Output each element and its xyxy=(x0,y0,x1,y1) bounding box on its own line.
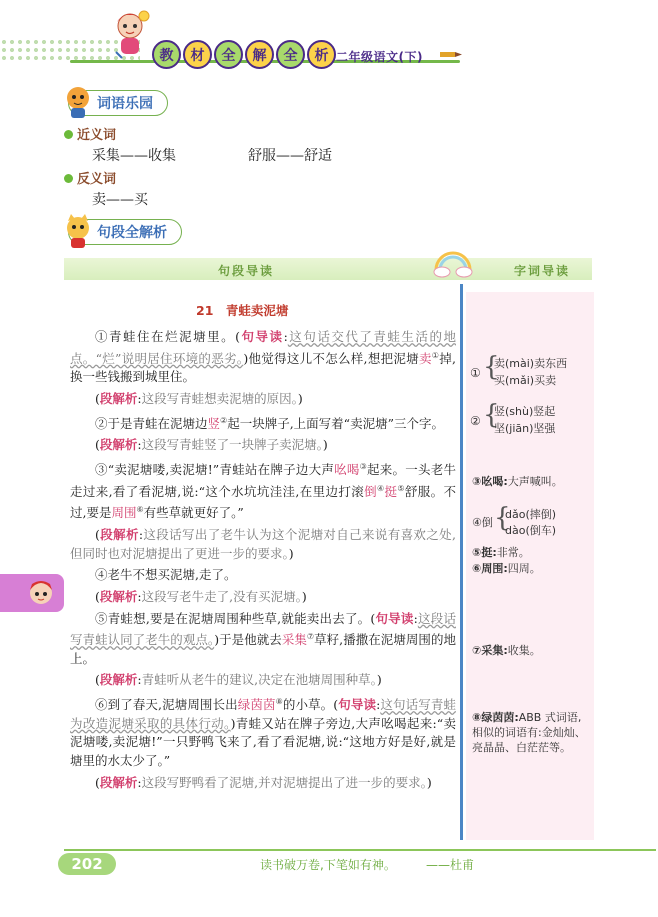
paragraph-analysis: (段解析:这段写青蛙想卖泥塘的原因。) xyxy=(95,390,303,406)
word-note-6: ⑥周围:四周。 xyxy=(472,562,541,575)
grade-label: 二年级语文(下) xyxy=(336,50,423,64)
footer-rule xyxy=(64,849,656,851)
word-note-3: ③吆喝:大声喊叫。 xyxy=(472,475,563,488)
synonyms-heading: 近义词 xyxy=(64,124,116,143)
passage-section-title: 句段全解析 xyxy=(68,219,182,245)
mascot-girl-icon xyxy=(108,8,152,62)
brace-icon: { xyxy=(483,352,500,382)
brace-icon: { xyxy=(483,400,500,430)
footer-quote: 读书破万卷,下笔如有神。 xyxy=(260,858,396,872)
synonym-pair: 采集——收集 xyxy=(92,148,176,164)
word-note-7: ⑦采集:收集。 xyxy=(472,644,541,657)
cat-mascot-icon xyxy=(62,213,94,249)
paragraph: ⑤青蛙想,要是在泥塘周围种些草,就能卖出去了。(句导读:这段话写青蛙认同了老牛的观点。)于是他就去采集⑦草籽,播撒在泥塘周围的地上。 xyxy=(70,610,456,666)
title-char: 全 xyxy=(276,40,305,69)
title-char: 教 xyxy=(152,40,181,69)
footer-author: ——杜甫 xyxy=(426,858,475,872)
paragraph-analysis: (段解析:这段写老牛走了,没有买泥塘。) xyxy=(95,588,307,604)
pencil-icon xyxy=(440,50,462,59)
header-title xyxy=(152,40,336,69)
paragraph-analysis: (段解析:这段写野鸭看了泥塘,并对泥塘提出了进一步的要求。) xyxy=(95,774,432,790)
antonyms-heading: 反义词 xyxy=(64,168,116,187)
column-divider xyxy=(460,284,463,840)
passage-body xyxy=(70,328,456,795)
paragraph: ③“卖泥塘喽,卖泥塘!”青蛙站在牌子边大声吆喝③起来。一头老牛走过来,看了看泥塘,说:“这个水坑坑洼洼,在里边打滚倒④挺⑤舒服。不过,要是周围⑥有些草就更好了。” xyxy=(70,461,457,521)
paragraph-analysis: (段解析:这段话写出了老牛认为这个泥塘对自己来说有喜欢之处,但同时也对泥塘提出了更进一步的要求。) xyxy=(70,527,456,561)
title-char: 析 xyxy=(307,40,336,69)
paragraph: ⑥到了春天,泥塘周围长出绿茵茵⑧的小草。(句导读:这句话写青蛙为改造泥塘采取的具体行动。)青蛙又站在牌子旁边,大声吆喝起来:“卖泥塘喽,卖泥塘!”一只野鸭飞来了,看了看泥塘,说:“这地方好是好,就是塘里的水太少了。” xyxy=(70,697,456,768)
paragraph: ①青蛙住在烂泥塘里。(句导读:这句话交代了青蛙生活的地点。“烂”说明居住环境的恶劣。)他觉得这儿不怎么样,想把泥塘卖①掉,换一些钱搬到城里住。 xyxy=(70,329,456,385)
title-char: 解 xyxy=(245,40,274,69)
sentence-guide-label: 句段导读 xyxy=(218,264,275,278)
brace-icon: { xyxy=(494,503,511,533)
bullet-dot-icon xyxy=(64,174,73,183)
word-note-5: ⑤挺:非常。 xyxy=(472,546,530,559)
paragraph-analysis: (段解析:青蛙听从老牛的建议,决定在池塘周围种草。) xyxy=(95,672,382,688)
title-char: 材 xyxy=(183,40,212,69)
cloud-rainbow-icon xyxy=(432,248,474,278)
guide-bar xyxy=(64,258,592,280)
vocab-section-title: 词语乐园 xyxy=(68,90,168,116)
page-number: 202 xyxy=(58,853,116,875)
word-guide-label: 字词导读 xyxy=(514,264,571,278)
paragraph: ④老牛不想买泥塘,走了。 xyxy=(95,567,237,583)
word-note-8: ⑧绿茵茵:ABB 式词语,相似的词语有:金灿灿、亮晶晶、白茫茫等。 xyxy=(472,711,586,754)
paragraph: ②于是青蛙在泥塘边竖②起一块牌子,上面写着“卖泥塘”三个字。 xyxy=(95,415,444,431)
passage-section-banner xyxy=(68,219,182,245)
side-tab xyxy=(0,574,64,612)
vocab-section-banner xyxy=(68,90,168,116)
lesson-title: 21 青蛙卖泥塘 xyxy=(196,303,289,318)
antonym-pair: 卖——买 xyxy=(92,192,148,208)
paragraph-analysis: (段解析:这段写青蛙竖了一块牌子卖泥塘。) xyxy=(95,437,328,453)
bullet-dot-icon xyxy=(64,130,73,139)
page-header xyxy=(0,0,658,80)
title-char: 全 xyxy=(214,40,243,69)
synonym-pair: 舒服——舒适 xyxy=(248,148,332,164)
tiger-mascot-icon xyxy=(62,84,94,120)
girl-face-icon xyxy=(26,576,56,610)
